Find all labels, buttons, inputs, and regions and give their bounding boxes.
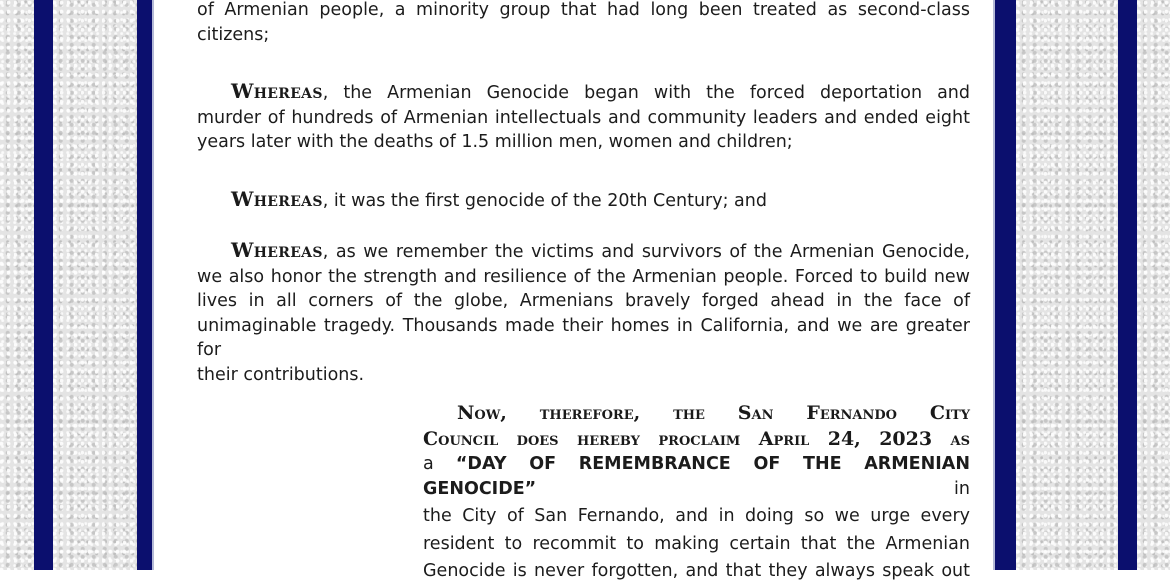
text-line: of Armenian people, a minority group that had long been treated as second-class	[197, 0, 970, 20]
right-inner-marble-border	[1016, 0, 1118, 570]
proclamation-lead-line-1: Now, therefore, the San Fernando City	[457, 402, 970, 424]
day-of-remembrance-title: “DAY OF REMEMBRANCE OF THE ARMENIAN GENOCIDE”	[423, 454, 970, 499]
proclamation-lead-line-2: Council does hereby proclaim April 24, 2023 as	[423, 428, 970, 450]
left-outer-navy-stripe	[34, 0, 53, 570]
proclamation-block	[423, 399, 970, 584]
text-fragment: , it was the first genocide of the 20th Century; and	[322, 191, 767, 211]
text-line: unimaginable tragedy. Thousands made their homes in California, and we are greater for	[197, 315, 970, 360]
left-divider-line	[152, 0, 154, 570]
text-line: Genocide is never forgotten, and that they always speak out	[423, 561, 970, 581]
whereas-keyword: Whereas	[231, 79, 323, 103]
left-inner-marble-border	[53, 0, 137, 570]
whereas-keyword: Whereas	[231, 187, 323, 211]
right-marble-border	[1137, 0, 1170, 570]
text-line: citizens;	[197, 24, 270, 45]
text-line	[197, 187, 767, 211]
text-line	[197, 238, 970, 265]
whereas-keyword: Whereas	[231, 238, 323, 262]
right-inner-navy-stripe	[995, 0, 1016, 570]
text-line	[423, 452, 970, 501]
left-marble-border	[0, 0, 34, 570]
left-inner-navy-stripe	[137, 0, 152, 570]
text-fragment: , the Armenian Genocide began with the forced deportation and	[322, 83, 970, 103]
text-line: resident to recommit to making certain that the Armenian	[423, 533, 970, 554]
text-fragment: a	[423, 454, 434, 474]
text-fragment: in	[954, 478, 970, 499]
paragraph-whereas-first-genocide	[197, 187, 970, 214]
text-line: their contributions.	[197, 364, 365, 385]
paragraph-whereas-remember	[197, 238, 970, 387]
paragraph-whereas-deportation	[197, 79, 970, 155]
text-line: years later with the deaths of 1.5 million men, women and children;	[197, 132, 793, 152]
text-fragment: , as we remember the victims and survivors of the Armenian Genocide,	[322, 242, 970, 262]
text-line	[197, 79, 970, 106]
text-line: we also honor the strength and resilience of the Armenian people. Forced to build new	[197, 266, 970, 287]
text-line: murder of hundreds of Armenian intellectuals and community leaders and ended eight	[197, 107, 970, 128]
text-line: lives in all corners of the globe, Armenians bravely forged ahead in the face of	[197, 291, 970, 311]
text-line: the City of San Fernando, and in doing so we urge every	[423, 506, 970, 526]
paragraph-minority	[197, 0, 970, 47]
right-outer-navy-stripe	[1118, 0, 1137, 570]
